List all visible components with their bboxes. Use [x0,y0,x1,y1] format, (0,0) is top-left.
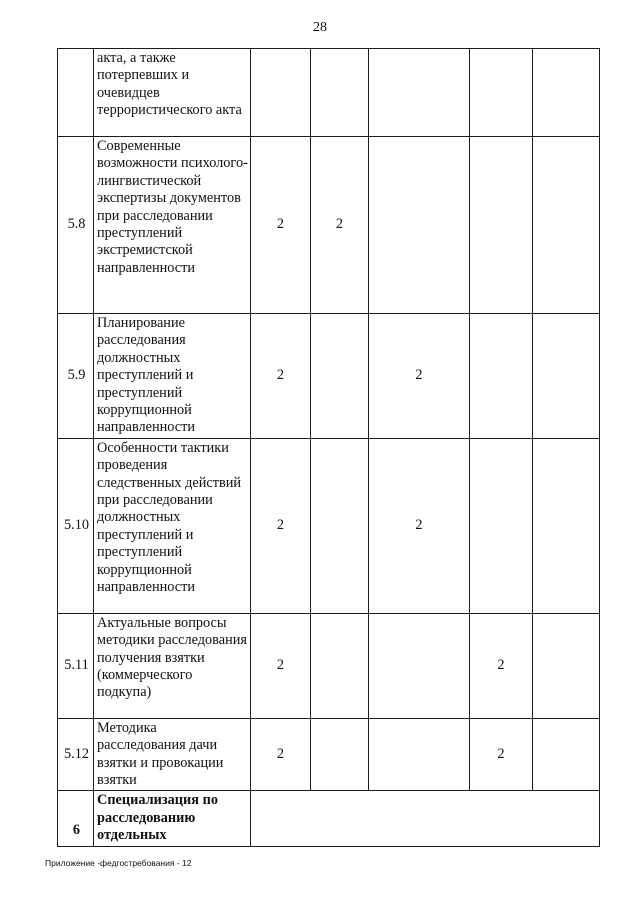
section-title: Специализация по расследованию отдельных [94,791,251,846]
row-description: Методика расследования дачи взятки и провокации взятки [94,718,251,791]
row-description: Актуальные вопросы методики расследования получения взятки (коммерческого подкупа) [94,613,251,718]
hours-cell [311,718,369,791]
row-number [58,49,94,137]
hours-cell [470,438,533,613]
footer-note: Приложение -федгостребования - 12 [45,858,192,868]
row-number: 5.8 [58,137,94,314]
hours-cell: 2 [369,438,470,613]
row-number: 5.10 [58,438,94,613]
row-description: акта, а также потерпевших и очевидцев террористического акта [94,49,251,137]
hours-cell: 2 [251,314,311,439]
section-row [58,791,600,846]
hours-cell [311,49,369,137]
table-row [58,49,600,137]
hours-cell [470,49,533,137]
hours-cell: 2 [251,613,311,718]
table-row [58,314,600,439]
hours-cell [369,718,470,791]
hours-cell [369,137,470,314]
hours-cell [369,613,470,718]
hours-cell [311,613,369,718]
row-description: Особенности тактики проведения следственных действий при расследовании должностных преступлений и преступлений коррупционной направленности [94,438,251,613]
hours-cell [311,438,369,613]
hours-cell [533,137,600,314]
page-number: 28 [313,20,327,35]
row-number: 5.12 [58,718,94,791]
hours-cell [470,137,533,314]
section-number: 6 [58,791,94,846]
table-row [58,137,600,314]
row-description: Планирование расследования должностных преступлений и преступлений коррупционной направленности [94,314,251,439]
hours-cell: 2 [470,718,533,791]
hours-cell [533,314,600,439]
section-empty-cell [251,791,600,846]
row-number: 5.11 [58,613,94,718]
hours-cell [311,314,369,439]
hours-cell: 2 [311,137,369,314]
hours-cell: 2 [251,718,311,791]
hours-cell [533,718,600,791]
hours-cell: 2 [251,137,311,314]
hours-cell: 2 [470,613,533,718]
hours-cell [369,49,470,137]
hours-cell [533,613,600,718]
hours-cell: 2 [251,438,311,613]
hours-cell [470,314,533,439]
row-number: 5.9 [58,314,94,439]
table-row [58,613,600,718]
hours-cell [533,49,600,137]
table-row [58,718,600,791]
hours-cell: 2 [369,314,470,439]
curriculum-table [57,48,600,847]
hours-cell [533,438,600,613]
table-row [58,438,600,613]
hours-cell [251,49,311,137]
row-description: Современные возможности психолого-лингвистической экспертизы документов при расследовании преступлений экстремистской направленности [94,137,251,314]
